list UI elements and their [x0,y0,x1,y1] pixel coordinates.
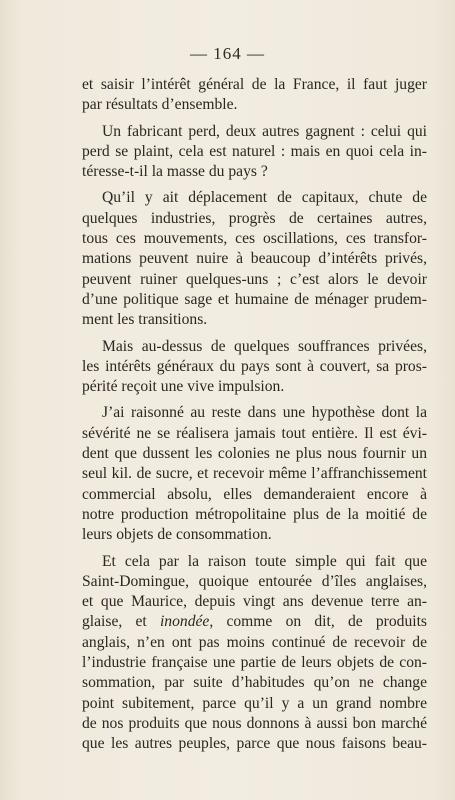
text-line: J’ai raisonné au reste dans une hypothèse dont la [102,404,427,422]
text-line: d’une politique sage et humaine de ménager prudem- [82,290,427,308]
text-line: Saint-Domingue, quoique entourée d’îles anglaises, [82,572,427,590]
text-line: et saisir l’intérêt général de la France, il faut juger [82,76,427,93]
body-text [82,75,427,755]
text-line: tous ces mouvements, ces oscillations, ces transfor- [82,230,427,248]
text-line: sévérité ne se réalisera jamais tout entière. Il est évi- [82,424,427,442]
text-line: l’industrie française une partie de leurs objets de con- [82,654,427,672]
text-line: de nos produits que nous donnons à aussi bon marché [82,714,427,732]
text-line: notre production métropolitaine plus de la moitié de [82,505,427,523]
paragraph [82,122,427,183]
page-number: — 164 — [190,44,265,63]
text-line: perd se plaint, cela est naturel : mais en quoi cela in- [82,142,427,160]
text-line: commercial absolu, elles demanderaient encore à [82,485,427,503]
paragraph [82,337,427,398]
text-line-with-italic [82,612,427,632]
text-line: anglais, n’en ont pas moins continué de recevoir de [82,633,427,651]
paragraph [82,403,427,545]
text-line: que les autres peuples, parce que nous faisons beau- [82,735,427,753]
text-line: Qu’il y ait déplacement de capitaux, chute de [102,189,427,207]
paragraph [82,188,427,330]
text-line: quelques industries, progrès de certaines autres, [82,209,427,227]
text-line: peuvent ruiner quelques-uns ; c’est alors le devoir [82,270,427,288]
text-line: mations peuvent nuire à beaucoup d’intérêts privés, [82,250,427,268]
text-line: les intérêts généraux du pays sont à couvert, sa pros- [82,357,427,375]
text-segment: , comme on dit, de produits [209,613,427,631]
italic-word: inondée [159,613,210,631]
text-line: périté reçoit une vive impulsion. [82,378,285,396]
text-line: seul kil. de sucre, et recevoir même l’affranchissement [82,465,427,483]
text-line: dent que dussent les colonies ne plus nous fournir un [82,445,427,463]
paragraph [82,552,427,755]
paragraph [82,75,427,116]
text-line: point subitement, parce qu’il y a un grand nombre [82,694,427,712]
text-line: et que Maurice, depuis vingt ans devenue terre an- [82,593,427,611]
text-line: Mais au-dessus de quelques souffrances privées, [102,337,427,355]
text-line: Un fabricant perd, deux autres gagnent : celui qui [102,122,427,140]
text-line: Et cela par la raison toute simple qui fait que [102,552,427,570]
text-line: sommation, par suite d’habitudes qu’on ne change [82,674,427,692]
text-line: par résultats d’ensemble. [82,96,238,114]
text-line: téresse-t-il la masse du pays ? [82,163,268,181]
text-line: leurs objets de consommation. [82,526,272,544]
text-line: ment les transitions. [82,311,208,329]
text-segment: glaise, et [82,613,160,631]
